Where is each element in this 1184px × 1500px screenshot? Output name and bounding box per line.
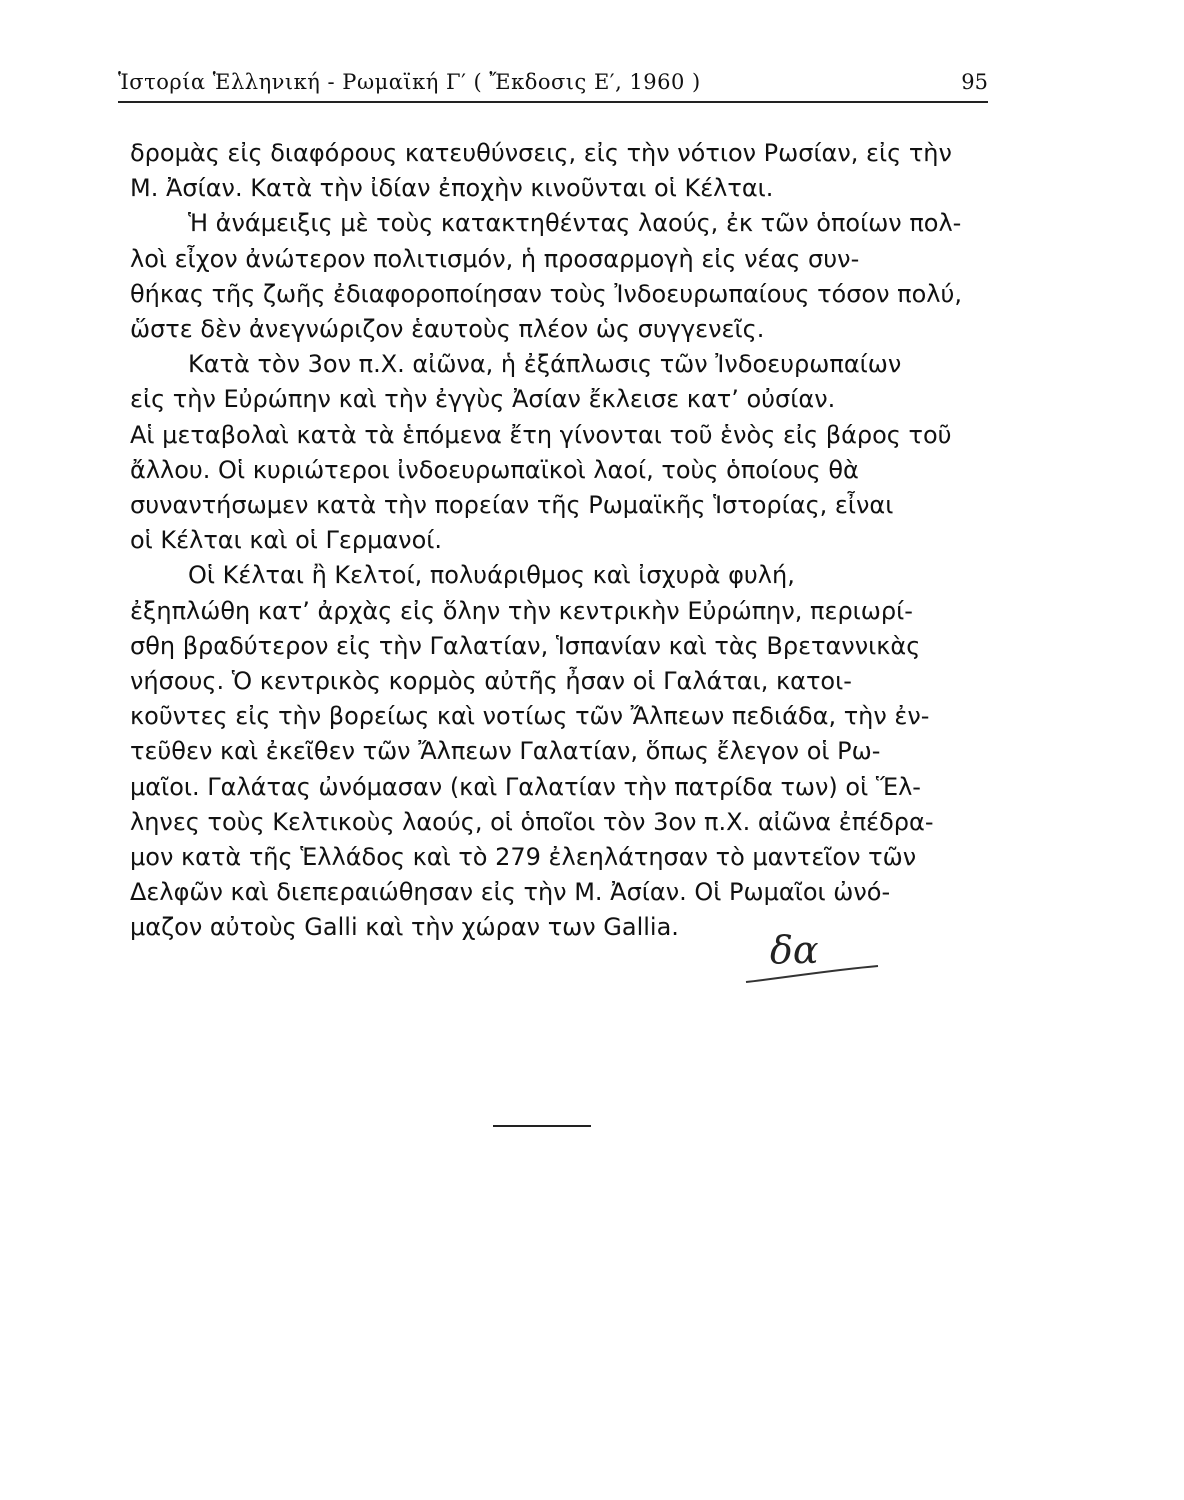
text-line: συναντήσωμεν κατὰ τὴν πορείαν τῆς Ρωμαϊκῆς Ἱστορίας, εἶναι [130, 491, 894, 520]
header-rule [118, 101, 988, 103]
paragraph-start: Κατὰ τὸν 3ον π.Χ. αἰῶνα, ἡ ἐξάπλωσις τῶν Ἰνδοευρωπαίων [188, 350, 902, 379]
paragraph-start: Οἱ Κέλται ἢ Κελτοί, πολυάριθμος καὶ ἰσχυρὰ φυλή, [188, 561, 795, 590]
text-line: λοὶ εἶχον ἀνώτερον πολιτισμόν, ἡ προσαρμογὴ εἰς νέας συν- [130, 244, 860, 273]
text-line: μαζον αὐτοὺς Galli καὶ τὴν χώραν των Gallia. [130, 913, 679, 942]
text-line: ἐξηπλώθη κατ’ ἀρχὰς εἰς ὅλην τὴν κεντρικὴν Εὐρώπην, περιωρί- [130, 596, 913, 625]
text-line: νήσους. Ὁ κεντρικὸς κορμὸς αὐτῆς ἦσαν οἱ Γαλάται, κατοι- [130, 667, 852, 696]
text-line: Αἱ μεταβολαὶ κατὰ τὰ ἑπόμενα ἔτη γίνονται τοῦ ἑνὸς εἰς βάρος τοῦ [130, 420, 952, 449]
text-line: ἄλλου. Οἱ κυριώτεροι ἰνδοευρωπαϊκοὶ λαοί, τοὺς ὁποίους θὰ [130, 455, 859, 484]
text-line: ληνες τοὺς Κελτικοὺς λαούς, οἱ ὁποῖοι τὸν 3ον π.Χ. αἰῶνα ἐπέδρα- [130, 807, 934, 836]
text-line: οἱ Κέλται καὶ οἱ Γερμανοί. [130, 526, 443, 555]
paragraph-start: Ἡ ἀνάμειξις μὲ τοὺς κατακτηθέντας λαούς, ἐκ τῶν ὁποίων πολ- [188, 209, 962, 238]
text-line: κοῦντες εἰς τὴν βορείως καὶ νοτίως τῶν Ἄλπεων πεδιάδα, τὴν ἐν- [130, 702, 930, 731]
signature-underline [742, 960, 882, 990]
running-header [118, 70, 988, 102]
body-text [130, 136, 985, 946]
text-line: ὥστε δὲν ἀνεγνώριζον ἑαυτοὺς πλέον ὡς συγγενεῖς. [130, 315, 765, 344]
text-line: εἰς τὴν Εὐρώπην καὶ τὴν ἐγγὺς Ἀσίαν ἔκλεισε κατ’ οὐσίαν. [130, 385, 836, 414]
section-end-rule [493, 1125, 591, 1127]
header-title: Ἱστορία Ἑλληνική - Ρωμαϊκή Γ′ ( Ἔκδοσις Ε′, 1960 ) [118, 70, 701, 94]
text-line: τεῦθεν καὶ ἐκεῖθεν τῶν Ἄλπεων Γαλατίαν, ὅπως ἔλεγον οἱ Ρω- [130, 737, 881, 766]
text-line: θήκας τῆς ζωῆς ἐδιαφοροποίησαν τοὺς Ἰνδοευρωπαίους τόσον πολύ, [130, 279, 962, 308]
text-line: δρομὰς εἰς διαφόρους κατευθύνσεις, εἰς τὴν νότιον Ρωσίαν, εἰς τὴν [130, 139, 952, 167]
text-line: μον κατὰ τῆς Ἑλλάδος καὶ τὸ 279 ἐλεηλάτησαν τὸ μαντεῖον τῶν [130, 843, 917, 872]
page-number: 95 [961, 70, 988, 94]
text-line: σθη βραδύτερον εἰς τὴν Γαλατίαν, Ἱσπανίαν καὶ τὰς Βρεταννικὰς [130, 631, 921, 660]
text-line: μαῖοι. Γαλάτας ὠνόμασαν (καὶ Γαλατίαν τὴν πατρίδα των) οἱ Ἕλ- [130, 772, 921, 801]
text-line: Μ. Ἀσίαν. Κατὰ τὴν ἰδίαν ἐποχὴν κινοῦνται οἱ Κέλται. [130, 174, 774, 203]
handwritten-signature: δα [770, 928, 819, 972]
text-line: Δελφῶν καὶ διεπεραιώθησαν εἰς τὴν Μ. Ἀσίαν. Οἱ Ρωμαῖοι ὠνό- [130, 878, 891, 907]
